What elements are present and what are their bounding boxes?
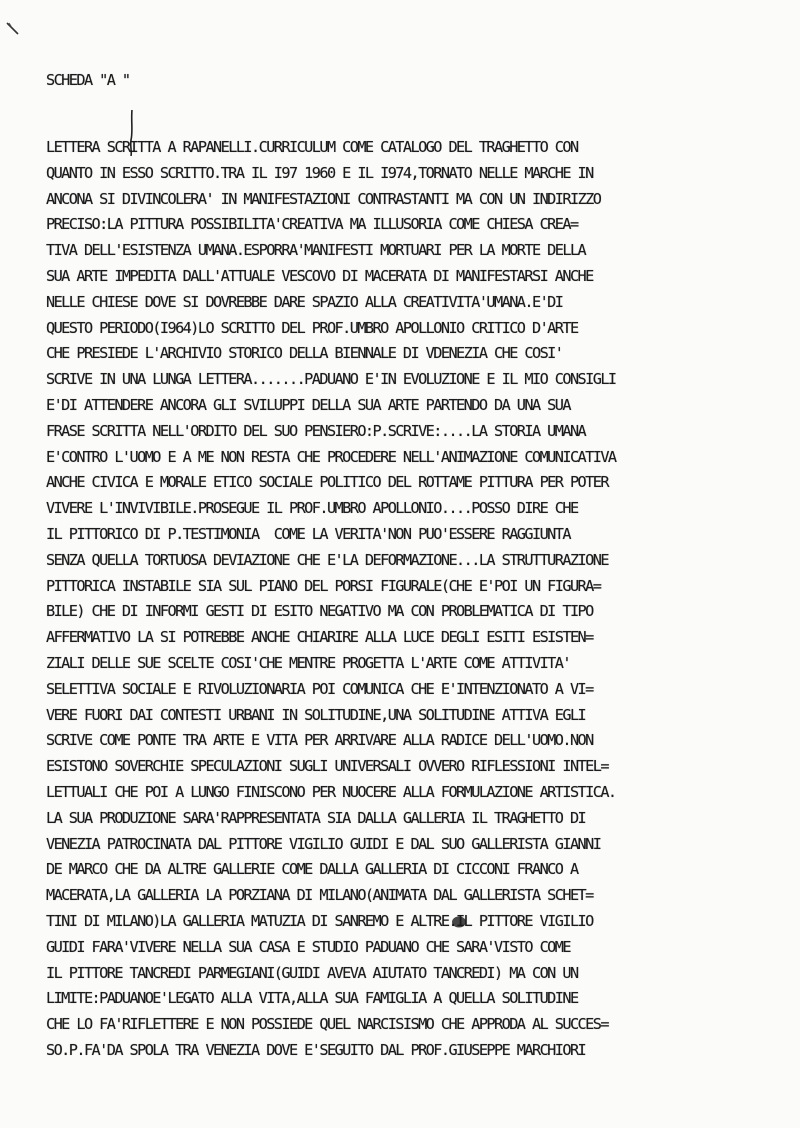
text-line: SCRIVE IN UNA LUNGA LETTERA.......PADUANO E'IN EVOLUZIONE E IL MIO CONSIGLI	[46, 370, 616, 389]
text-line: NELLE CHIESE DOVE SI DOVREBBE DARE SPAZIO ALLA CREATIVITA'UMANA.E'DI	[46, 292, 563, 311]
text-line: VENEZIA PATROCINATA DAL PITTORE VIGILIO GUIDI E DAL SUO GALLERISTA GIANNI	[46, 834, 601, 853]
text-line: IL PITTORE TANCREDI PARMEGIANI(GUIDI AVEVA AIUTATO TANCREDI) MA CON UN	[46, 963, 578, 982]
text-line: LIMITE:PADUANOE'LEGATO ALLA VITA,ALLA SUA FAMIGLIA A QUELLA SOLITUDINE	[46, 989, 578, 1008]
text-line: QUESTO PERIODO(I964)LO SCRITTO DEL PROF.UMBRO APOLLONIO CRITICO D'ARTE	[46, 318, 578, 337]
text-line: SELETTIVA SOCIALE E RIVOLUZIONARIA POI COMUNICA CHE E'INTENZIONATO A VI=	[46, 679, 593, 698]
text-line: SUA ARTE IMPEDITA DALL'ATTUALE VESCOVO DI MACERATA DI MANIFESTARSI ANCHE	[46, 266, 593, 285]
document-heading: SCHEDA "A "	[46, 71, 130, 89]
text-line: LETTERA SCRITTA A RAPANELLI.CURRICULUM COME CATALOGO DEL TRAGHETTO CON	[46, 138, 578, 156]
text-line: TIVA DELL'ESISTENZA UMANA.ESPORRA'MANIFESTI MORTUARI PER LA MORTE DELLA	[46, 241, 586, 260]
text-line: ZIALI DELLE SUE SCELTE COSI'CHE MENTRE PROGETTA L'ARTE COME ATTIVITA'	[46, 653, 570, 672]
text-line: CHE LO FA'RIFLETTERE E NON POSSIEDE QUEL NARCISISMO CHE APPRODA AL SUCCES=	[46, 1015, 608, 1034]
text-line: E'DI ATTENDERE ANCORA GLI SVILUPPI DELLA SUA ARTE PARTENDO DA UNA SUA	[46, 395, 570, 414]
text-line: SO.P.FA'DA SPOLA TRA VENEZIA DOVE E'SEGUITO DAL PROF.GIUSEPPE MARCHIORI	[46, 1040, 586, 1059]
text-lines	[46, 135, 796, 1064]
text-line: PRECISO:LA PITTURA POSSIBILITA'CREATIVA MA ILLUSORIA COME CHIESA CREA=	[46, 215, 578, 234]
text-line: SCRIVE COME PONTE TRA ARTE E VITA PER ARRIVARE ALLA RADICE DELL'UOMO.NON	[46, 731, 593, 750]
text-line: PITTORICA INSTABILE SIA SUL PIANO DEL PORSI FIGURALE(CHE E'POI UN FIGURA=	[46, 576, 601, 595]
text-line: TINI DI MILANO)LA GALLERIA MATUZIA DI SANREMO E ALTRE.IL PITTORE VIGILIO	[46, 911, 593, 930]
text-line: GUIDI FARA'VIVERE NELLA SUA CASA E STUDIO PADUANO CHE SARA'VISTO COME	[46, 937, 570, 956]
text-line: BILE) CHE DI INFORMI GESTI DI ESITO NEGATIVO MA CON PROBLEMATICA DI TIPO	[46, 602, 593, 621]
staple-mark-icon	[6, 22, 20, 36]
text-line: LA SUA PRODUZIONE SARA'RAPPRESENTATA SIA DALLA GALLERIA IL TRAGHETTO DI	[46, 808, 586, 827]
text-line: VERE FUORI DAI CONTESTI URBANI IN SOLITUDINE,UNA SOLITUDINE ATTIVA EGLI	[46, 705, 586, 724]
text-line: SENZA QUELLA TORTUOSA DEVIAZIONE CHE E'LA DEFORMAZIONE...LA STRUTTURAZIONE	[46, 550, 608, 569]
text-line: AFFERMATIVO LA SI POTREBBE ANCHE CHIARIRE ALLA LUCE DEGLI ESITI ESISTEN=	[46, 628, 593, 647]
text-line: CHE PRESIEDE L'ARCHIVIO STORICO DELLA BIENNALE DI VDENEZIA CHE COSI'	[46, 344, 563, 363]
text-line: VIVERE L'INVIVIBILE.PROSEGUE IL PROF.UMBRO APOLLONIO....POSSO DIRE CHE	[46, 499, 578, 518]
text-line: ANCHE CIVICA E MORALE ETICO SOCIALE POLITICO DEL ROTTAME PITTURA PER POTER	[46, 473, 608, 492]
text-line: IL PITTORICO DI P.TESTIMONIA COME LA VERITA'NON PUO'ESSERE RAGGIUNTA	[46, 524, 570, 543]
text-line: ESISTONO SOVERCHIE SPECULAZIONI SUGLI UNIVERSALI OVVERO RIFLESSIONI INTEL=	[46, 757, 608, 776]
text-line: MACERATA,LA GALLERIA LA PORZIANA DI MILANO(ANIMATA DAL GALLERISTA SCHET=	[46, 886, 593, 905]
text-line: ANCONA SI DIVINCOLERA' IN MANIFESTAZIONI CONTRASTANTI MA CON UN INDIRIZZO	[46, 189, 601, 208]
text-line: DE MARCO CHE DA ALTRE GALLERIE COME DALLA GALLERIA DI CICCONI FRANCO A	[46, 860, 578, 879]
text-line: FRASE SCRITTA NELL'ORDITO DEL SUO PENSIERO:P.SCRIVE:....LA STORIA UMANA	[46, 421, 586, 440]
document-body	[46, 25, 796, 1100]
text-line: E'CONTRO L'UOMO E A ME NON RESTA CHE PROCEDERE NELL'ANIMAZIONE COMUNICATIVA	[46, 447, 616, 466]
text-line: QUANTO IN ESSO SCRITTO.TRA IL I97 1960 E IL I974,TORNATO NELLE MARCHE IN	[46, 163, 593, 182]
text-line: LETTUALI CHE POI A LUNGO FINISCONO PER NUOCERE ALLA FORMULAZIONE ARTISTICA.	[46, 782, 616, 801]
